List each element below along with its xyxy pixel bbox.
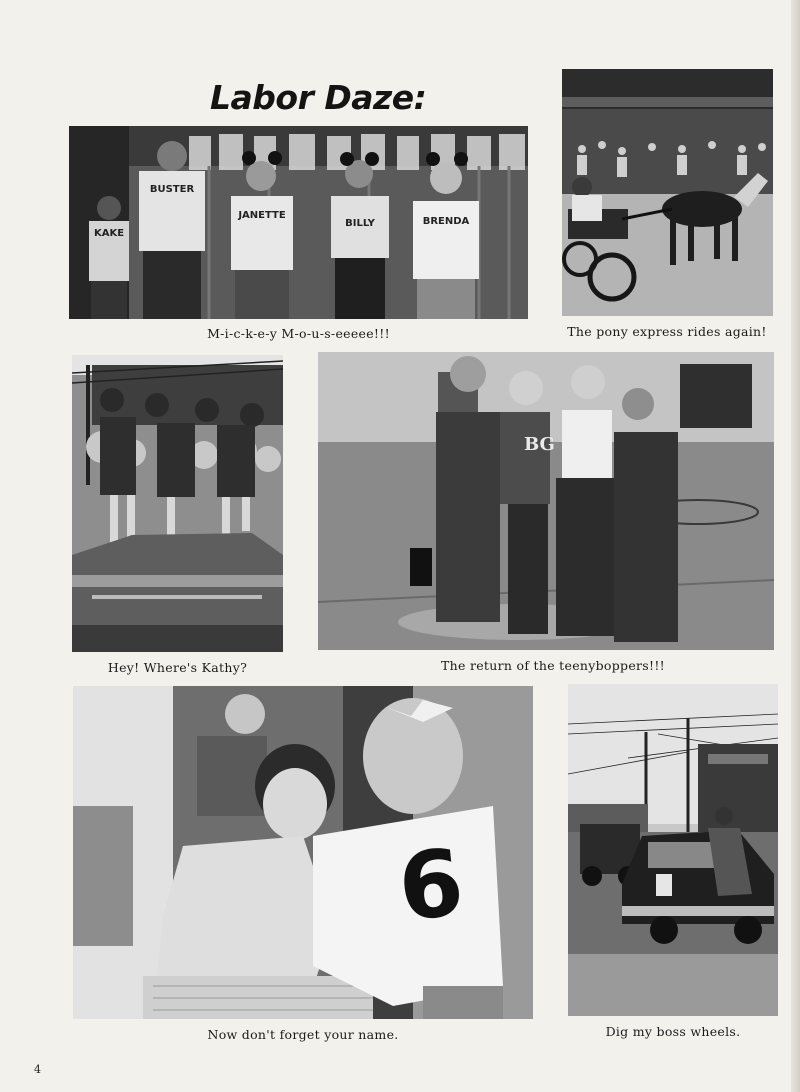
pony-express-photo (562, 69, 773, 316)
shirt-label-janette: JANETTE (238, 210, 286, 221)
page-number: 4 (34, 1063, 41, 1076)
boss-wheels-caption: Dig my boss wheels. (605, 1024, 741, 1039)
teenyboppers-photo (318, 352, 774, 650)
number-tag: 6 (393, 828, 469, 943)
shirt-label-brenda: BRENDA (422, 216, 470, 227)
number-tag-photo (73, 686, 533, 1019)
forget-name-caption: Now don't forget your name. (207, 1027, 399, 1042)
pony-express-caption: The pony express rides again! (567, 324, 767, 339)
shirt-label-kake: KAKE (93, 228, 125, 239)
cheerleaders-car-photo (72, 355, 283, 652)
page-edge (791, 0, 800, 1092)
teenyboppers-caption: The return of the teenyboppers!!! (441, 658, 665, 673)
boss-wheels-photo (568, 684, 778, 1016)
shirt-label-buster: BUSTER (149, 184, 195, 195)
svg-text:BG: BG (524, 434, 555, 455)
mickey-mouse-caption: M-i-c-k-e-y M-o-u-s-eeeee!!! (207, 326, 390, 341)
mickey-mouse-photo (69, 126, 528, 319)
shirt-label-billy: BILLY (345, 218, 375, 229)
where-is-kathy-caption: Hey! Where's Kathy? (107, 660, 248, 675)
page-title: Labor Daze: (210, 78, 427, 117)
